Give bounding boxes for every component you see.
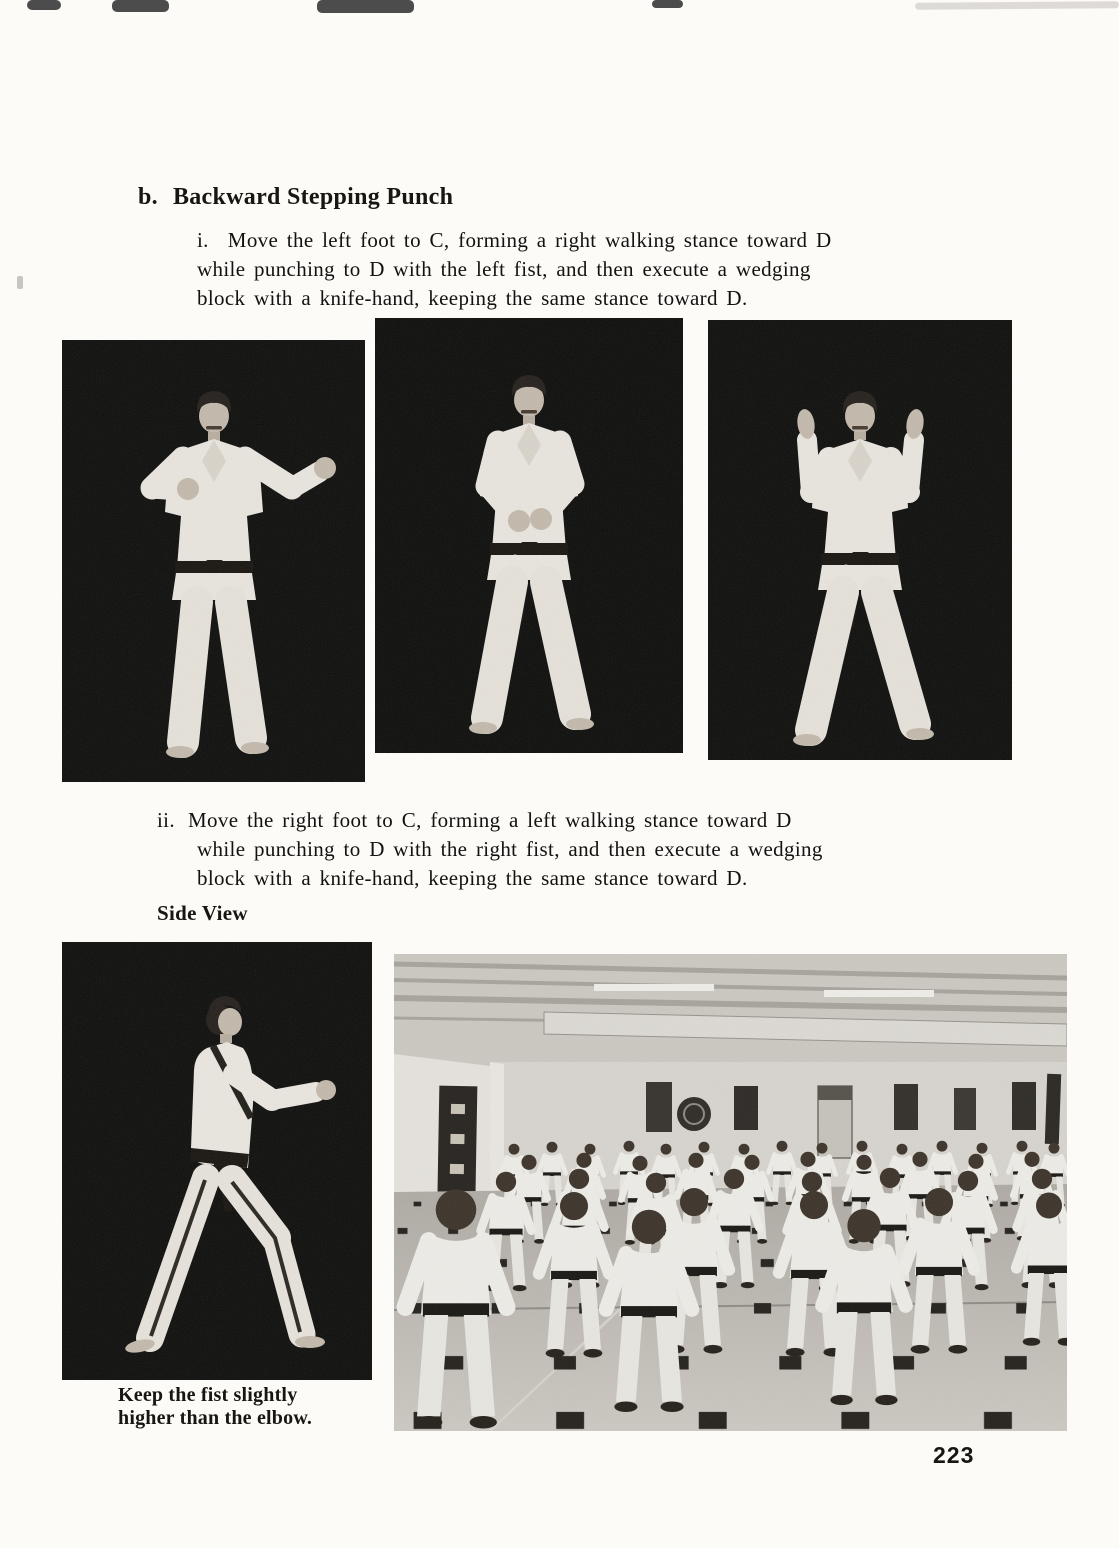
photo-caption bbox=[118, 1384, 312, 1430]
caption-line: higher than the elbow. bbox=[118, 1407, 313, 1429]
scan-artifact bbox=[652, 0, 683, 8]
page-number: 223 bbox=[933, 1442, 975, 1468]
scan-artifact bbox=[17, 276, 23, 289]
martial-artist-wedging-block bbox=[708, 320, 1012, 760]
step-line: while punching to D with the left fist, and then execute a wedging bbox=[197, 257, 811, 281]
step-line: while punching to D with the right fist, and then execute a wedging bbox=[197, 837, 823, 861]
step-line: ii. Move the right foot to C, forming a left walking stance toward D bbox=[157, 808, 792, 832]
side-view-label: Side View bbox=[157, 901, 248, 925]
section-label: b. bbox=[138, 184, 158, 210]
caption-line: Keep the fist slightly bbox=[118, 1384, 298, 1406]
step-line: i. Move the left foot to C, forming a right walking stance toward D bbox=[197, 228, 832, 252]
step-line: block with a knife-hand, keeping the same stance toward D. bbox=[197, 286, 748, 310]
photo-walking-stance-punch bbox=[375, 318, 683, 753]
scan-artifact bbox=[27, 0, 61, 10]
scan-artifact bbox=[317, 0, 414, 13]
section-title: Backward Stepping Punch bbox=[172, 184, 454, 210]
photo-side-view-stance bbox=[62, 942, 372, 1380]
step-label: i. bbox=[197, 228, 209, 252]
instruction-step-i bbox=[197, 226, 832, 313]
scan-artifact bbox=[112, 0, 169, 12]
martial-artist-punch-stance bbox=[375, 318, 683, 753]
photo-wedging-block bbox=[708, 320, 1012, 760]
step-line: block with a knife-hand, keeping the same stance toward D. bbox=[197, 866, 748, 890]
step-label: ii. bbox=[157, 808, 175, 832]
photo-ready-stance bbox=[62, 340, 365, 782]
training-hall-scene bbox=[394, 954, 1067, 1431]
martial-artist-side-view bbox=[62, 942, 372, 1380]
photo-group-training bbox=[394, 954, 1067, 1431]
section-heading bbox=[138, 184, 453, 211]
scan-streak bbox=[915, 1, 1119, 9]
martial-artist-ready-stance bbox=[62, 340, 365, 782]
instruction-step-ii bbox=[157, 806, 823, 893]
